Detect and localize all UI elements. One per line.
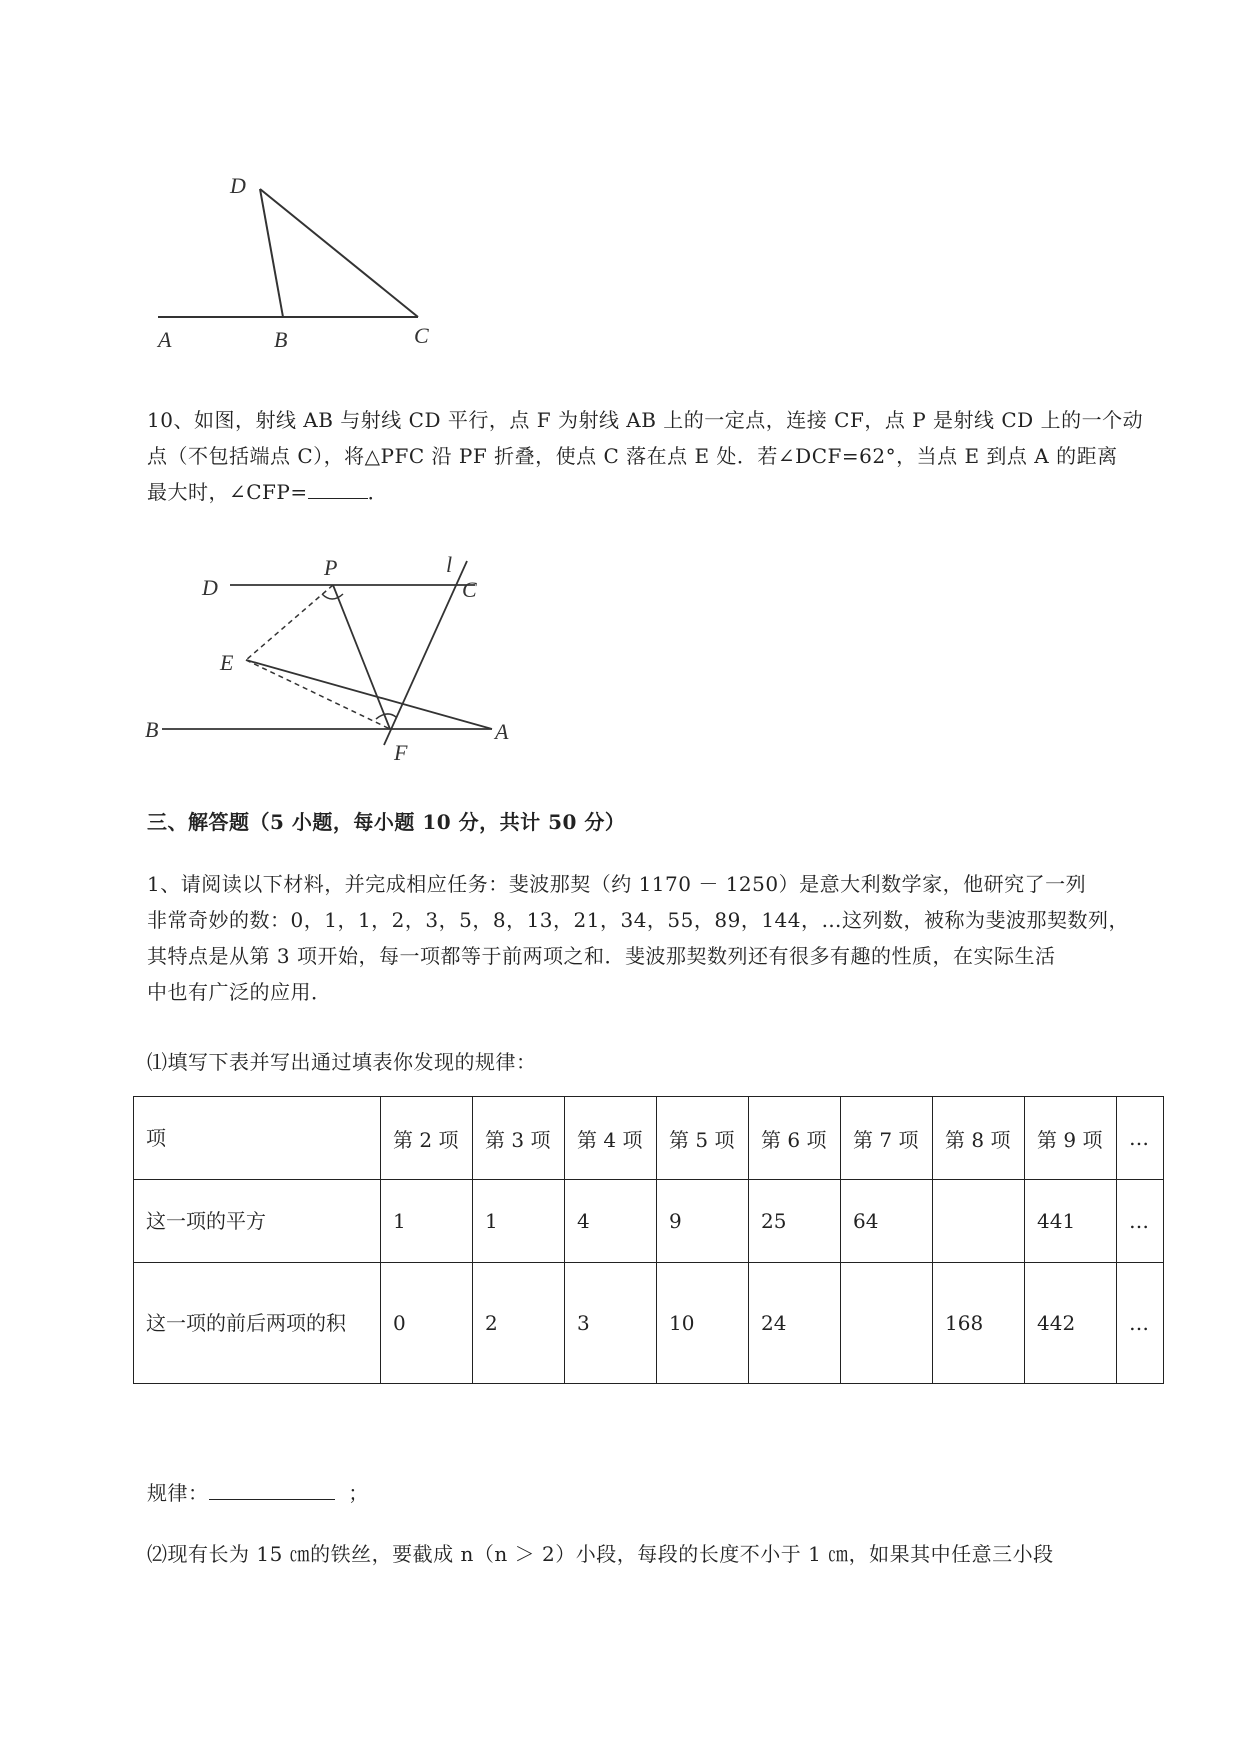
table-cell: 0 xyxy=(381,1263,473,1384)
rule-line xyxy=(147,1475,1167,1511)
table-row-square xyxy=(134,1180,1164,1263)
table-cell-blank[interactable] xyxy=(933,1180,1025,1263)
table-row-header xyxy=(134,1097,1164,1180)
table-cell: 3 xyxy=(565,1263,657,1384)
table-cell: 项 xyxy=(134,1097,381,1180)
angle-arc-p xyxy=(322,594,343,599)
q1-line1: 1、请阅读以下材料，并完成相应任务：斐波那契（约 1170 － 1250）是意大利数学家，他研究了一列 xyxy=(147,872,1087,896)
rule-end: ； xyxy=(348,1481,369,1505)
table-cell-blank[interactable] xyxy=(841,1263,933,1384)
table-cell: 1 xyxy=(381,1180,473,1263)
table-cell: 9 xyxy=(657,1180,749,1263)
table-cell: 第 7 项 xyxy=(841,1097,933,1180)
q1-line2: 非常奇妙的数：0，1，1，2，3，5，8，13，21，34，55，89，144，…这列数，被称为斐波那契数列， xyxy=(147,908,1129,932)
table-cell: 第 3 项 xyxy=(473,1097,565,1180)
q1-line4: 中也有广泛的应用． xyxy=(147,980,332,1004)
q1-sub1: ⑴填写下表并写出通过填表你发现的规律： xyxy=(147,1050,537,1074)
fibonacci-table xyxy=(133,1096,1164,1384)
segment-pe-dashed xyxy=(246,585,333,660)
table-cell: 24 xyxy=(749,1263,841,1384)
label-e: E xyxy=(220,650,234,675)
figure-triangle xyxy=(150,165,450,369)
question-10 xyxy=(147,402,1167,510)
q10-line2: 点（不包括端点 C），将△PFC 沿 PF 折叠，使点 C 落在点 E 处．若∠DCF=62°，当点 E 到点 A 的距离 xyxy=(147,444,1118,468)
table-cell: … xyxy=(1117,1263,1164,1384)
table-cell: 第 6 项 xyxy=(749,1097,841,1180)
table-cell: 441 xyxy=(1025,1180,1117,1263)
table-cell: … xyxy=(1117,1180,1164,1263)
q10-line3-text: 最大时，∠CFP= xyxy=(147,480,308,504)
figure-fold-svg xyxy=(140,550,540,770)
table-cell: 4 xyxy=(565,1180,657,1263)
figure-triangle-svg xyxy=(150,165,450,365)
table-cell: 这一项的平方 xyxy=(134,1180,381,1263)
table-cell: 64 xyxy=(841,1180,933,1263)
section-heading: 三、解答题（5 小题，每小题 10 分，共计 50 分） xyxy=(147,810,626,834)
table-cell: 2 xyxy=(473,1263,565,1384)
label-b2: B xyxy=(145,717,159,742)
table-cell: 这一项的前后两项的积 xyxy=(134,1263,381,1384)
table-cell: 10 xyxy=(657,1263,749,1384)
segment-dc xyxy=(260,189,418,317)
table-cell: 第 4 项 xyxy=(565,1097,657,1180)
table-cell: 第 5 项 xyxy=(657,1097,749,1180)
label-d: D xyxy=(230,173,246,198)
q1-line3: 其特点是从第 3 项开始，每一项都等于前两项之和．斐波那契数列还有很多有趣的性质，在实际生活 xyxy=(147,944,1056,968)
label-l: l xyxy=(446,552,453,577)
q1-sub2: ⑵现有长为 15 ㎝的铁丝，要截成 n（n ＞ 2）小段，每段的长度不小于 1 ㎝，如果其中任意三小段 xyxy=(147,1542,1054,1566)
figure-fold xyxy=(140,550,540,774)
label-p: P xyxy=(324,555,338,580)
label-c: C xyxy=(414,323,429,348)
table-row-product xyxy=(134,1263,1164,1384)
table-cell: 442 xyxy=(1025,1263,1117,1384)
q10-line1: 10、如图，射线 AB 与射线 CD 平行，点 F 为射线 AB 上的一定点，连接 CF，点 P 是射线 CD 上的一个动 xyxy=(147,408,1144,432)
q10-end: ． xyxy=(367,480,389,504)
line-l xyxy=(384,561,467,745)
table-cell: 1 xyxy=(473,1180,565,1263)
table-cell: 168 xyxy=(933,1263,1025,1384)
question-1 xyxy=(147,866,1167,1010)
table-cell: 第 9 项 xyxy=(1025,1097,1117,1180)
label-a2: A xyxy=(495,719,509,744)
table-cell: 第 8 项 xyxy=(933,1097,1025,1180)
label-c2: C xyxy=(462,577,477,602)
rule-blank[interactable] xyxy=(209,1499,335,1500)
q10-line3 xyxy=(147,474,1167,510)
segment-db xyxy=(260,189,283,317)
table-cell: 25 xyxy=(749,1180,841,1263)
table-cell: 第 2 项 xyxy=(381,1097,473,1180)
rule-label: 规律： xyxy=(147,1481,209,1505)
segment-pf xyxy=(333,585,390,729)
label-f: F xyxy=(394,740,408,765)
label-a: A xyxy=(158,327,172,352)
answer-blank[interactable] xyxy=(308,498,368,499)
table-cell: … xyxy=(1117,1097,1164,1180)
label-b: B xyxy=(274,327,288,352)
label-d2: D xyxy=(202,575,218,600)
